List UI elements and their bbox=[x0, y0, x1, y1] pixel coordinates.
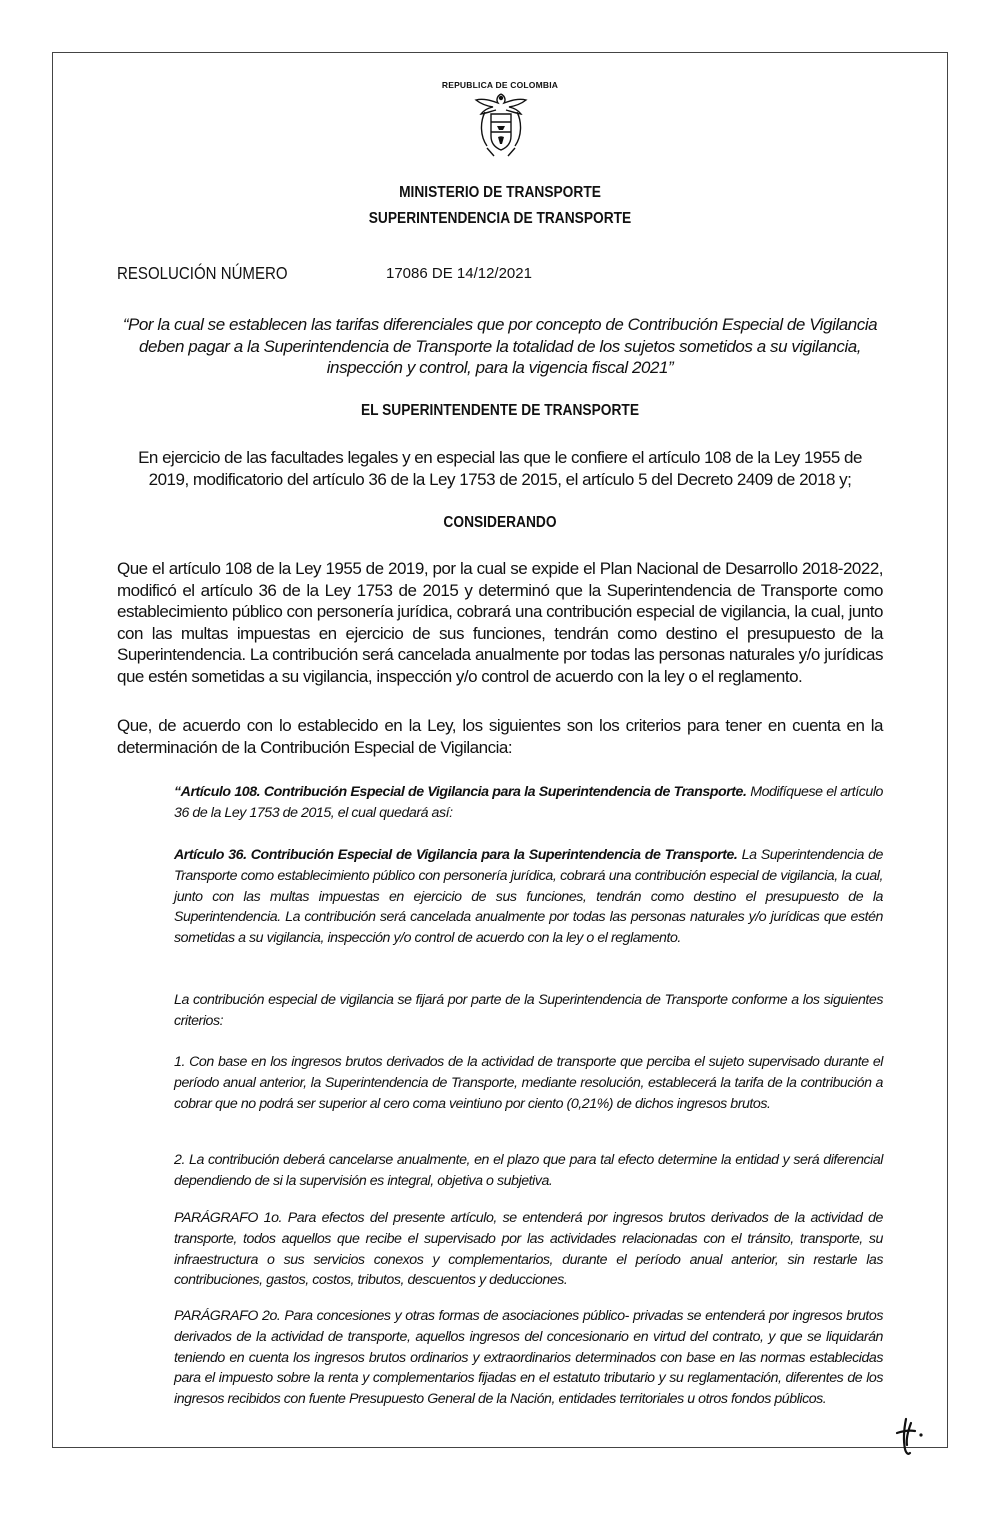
quote-article-36 bbox=[174, 845, 883, 949]
authority-heading: EL SUPERINTENDENTE DE TRANSPORTE bbox=[360, 402, 640, 419]
article-36-text: La Superintendencia de Transporte como establecimiento público con personería jurídica, cobrará una contribución especial de vigilancia, la cual, junto con las multas impuestas en ejercicio de sus funciones, tendrán como destino el presupuesto de la Superintendencia. La contribución será cancelada anualmente por todas las personas naturales y/o jurídicas que estén sometidas a su vigilancia, inspección y/o control de acuerdo con la ley o el reglamento. bbox=[174, 847, 883, 947]
considerando-paragraph-2: Que, de acuerdo con lo establecido en la Ley, los siguientes son los criterios para tener en cuenta en la determinación de la Contribución Especial de Vigilancia: bbox=[117, 716, 883, 757]
handwritten-initial-icon bbox=[893, 1413, 927, 1461]
paragrafo-1: PARÁGRAFO 1o. Para efectos del presente artículo, se entenderá por ingresos brutos derivados de la actividad de transporte, todos aquellos que recibe el supervisado por las actividades relacionadas con el tránsito, transporte, su infraestructura o sus servicios conexos y complementarios, durante el período anual anterior, sin restarle las contribuciones, gastos, costos, tributos, descuentos y deducciones. bbox=[174, 1210, 883, 1289]
criteria-intro: La contribución especial de vigilancia se fijará por parte de la Superintendencia de Transporte conforme a los siguientes criterios: bbox=[174, 992, 883, 1029]
coat-of-arms-icon bbox=[472, 92, 530, 160]
article-108-text: Modifíquese el artículo 36 de la Ley 1753 de 2015, el cual quedará así: bbox=[174, 784, 883, 821]
country-name: REPUBLICA DE COLOMBIA bbox=[441, 80, 559, 90]
resolution-label: RESOLUCIÓN NÚMERO bbox=[117, 263, 288, 283]
criterion-1: 1. Con base en los ingresos brutos derivados de la actividad de transporte que perciba el sujeto supervisado durante el período anual anterior, la Superintendencia de Transporte, mediante resolución, establecerá la tarifa de la contribución a cobrar que no podrá ser superior al cero coma veintiuno por ciento (0,21%) de dichos ingresos brutos. bbox=[174, 1054, 883, 1112]
article-36-heading: Artículo 36. Contribución Especial de Vigilancia para la Superintendencia de Transporte. bbox=[174, 847, 738, 863]
article-108-heading: “Artículo 108. Contribución Especial de Vigilancia para la Superintendencia de Transporte. bbox=[174, 784, 747, 800]
agency-heading: SUPERINTENDENCIA DE TRANSPORTE bbox=[368, 210, 632, 227]
preamble-paragraph: En ejercicio de las facultades legales y en especial las que le confiere el artículo 108 de la Ley 1955 de 2019, modificatorio del artículo 36 de la Ley 1753 de 2015, el artículo 5 del Decreto 2409 de 2018 y; bbox=[138, 448, 862, 489]
criterion-2: 2. La contribución deberá cancelarse anualmente, en el plazo que para tal efecto determine la entidad y será diferencial dependiendo de si la supervisión es integral, objetiva o subjetiva. bbox=[174, 1152, 883, 1189]
considerando-heading: CONSIDERANDO bbox=[443, 514, 557, 531]
resolution-number: 17086 DE 14/12/2021 bbox=[386, 265, 532, 282]
considerando-paragraph-1: Que el artículo 108 de la Ley 1955 de 2019, por la cual se expide el Plan Nacional de Desarrollo 2018-2022, modificó el artículo 36 de la Ley 1753 de 2015 y determinó que la Superintendencia de Transporte como establecimiento público con personería jurídica, cobrará una contribución especial de vigilancia, la cual, junto con las multas impuestas en ejercicio de sus funciones, tendrán como destino el presupuesto de la Superintendencia. La contribución será cancelada anualmente por todas las personas naturales y/o jurídicas que estén sometidas a su vigilancia, inspección y/o control de acuerdo con la ley o el reglamento. bbox=[117, 559, 883, 686]
ministry-heading: MINISTERIO DE TRANSPORTE bbox=[399, 184, 601, 201]
quote-article-108 bbox=[174, 782, 883, 824]
paragrafo-2: PARÁGRAFO 2o. Para concesiones y otras formas de asociaciones público- privadas se entenderá por ingresos brutos derivados de la actividad de transporte, aquellos ingresos del concesionario en virtud del contrato, y que se liquidarán teniendo en cuenta los ingresos brutos ordinarios y extraordinarios determinados con base en las normas establecidas para el impuesto sobre la renta y complementarios fijadas en el estatuto tributario y su reglamentación, diferentes de los ingresos recibidos con fuente Presupuesto General de la Nación, entidades territoriales u otros fondos públicos. bbox=[174, 1308, 883, 1408]
resolution-title: “Por la cual se establecen las tarifas diferenciales que por concepto de Contribución Especial de Vigilancia deben pagar a la Superintendencia de Transporte la totalidad de los sujetos sometidos a su vigilancia, inspección y control, para la vigencia fiscal 2021” bbox=[122, 315, 878, 377]
